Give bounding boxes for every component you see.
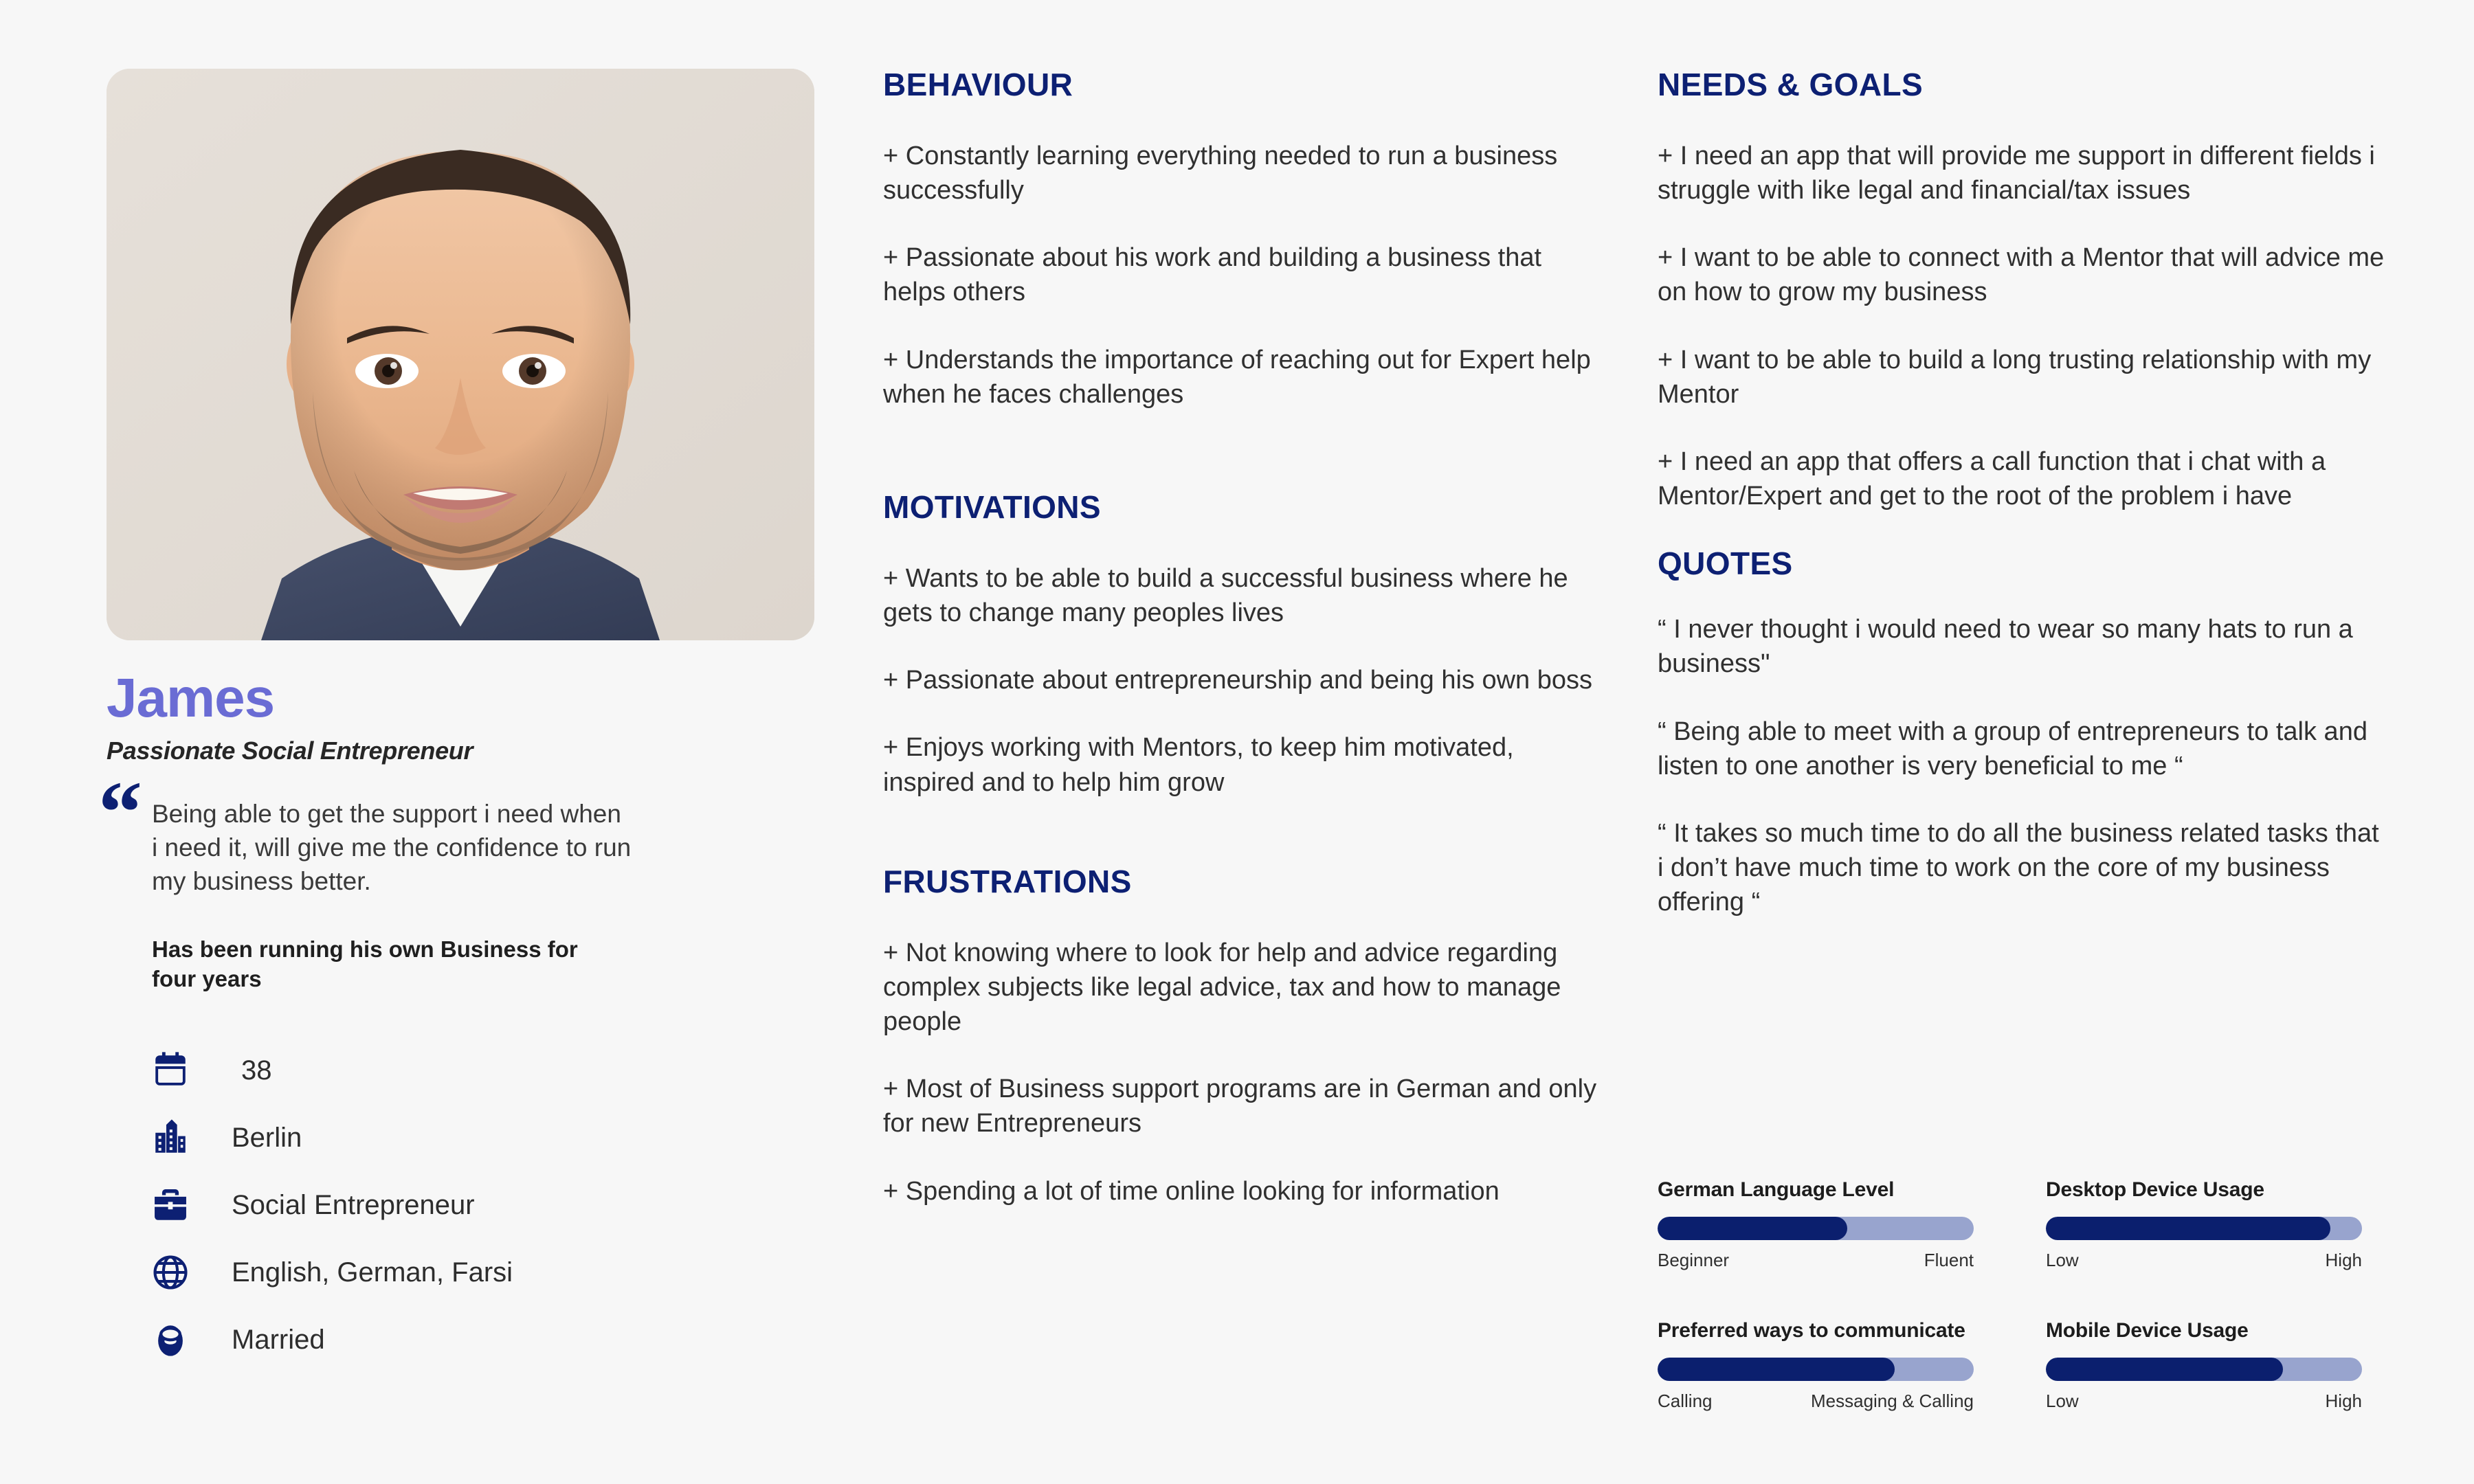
- middle-column: [883, 66, 1598, 1208]
- fact-value-occupation: Social Entrepreneur: [232, 1189, 475, 1220]
- fact-value-marital-status: Married: [232, 1324, 325, 1355]
- list-item: [149, 1171, 835, 1239]
- list-item: + Constantly learning everything needed to run a business successfully: [883, 142, 1558, 205]
- meter-fill: [1658, 1217, 1847, 1240]
- meter-label: Preferred ways to communicate: [1658, 1319, 1965, 1342]
- meter-min-label: Beginner: [1658, 1250, 1730, 1270]
- meter-german-language-level: [1658, 1178, 1974, 1271]
- portrait-photo-icon: [107, 69, 814, 640]
- meter-max-label: High: [2325, 1250, 2362, 1270]
- section-title-frustrations: FRUSTRATIONS: [883, 863, 1132, 899]
- meter-mobile-device-usage: [2046, 1319, 2362, 1412]
- list-item: + Passionate about entrepreneurship and being his own boss: [883, 666, 1592, 695]
- section-frustrations: [883, 863, 1598, 1208]
- list-item: [149, 1037, 835, 1104]
- meter-max-label: High: [2325, 1391, 2362, 1411]
- quote-mark-icon: “: [98, 763, 142, 861]
- list-item: + Most of Business support programs are in German and only for new Entrepreneurs: [883, 1075, 1597, 1138]
- meter-scale: [2046, 1250, 2362, 1271]
- page-title: James: [107, 667, 275, 728]
- section-needs-goals: [1658, 66, 2386, 513]
- meter-preferred-ways-to-communicate: [1658, 1319, 1974, 1412]
- section-title-needs-goals: NEEDS & GOALS: [1658, 67, 1924, 102]
- list-item: + Passionate about his work and building a business that helps others: [883, 243, 1542, 307]
- meter-track[interactable]: [2046, 1358, 2362, 1381]
- briefcase-icon: [149, 1184, 192, 1226]
- meter-min-label: Low: [2046, 1250, 2079, 1270]
- meter-label: Mobile Device Usage: [2046, 1319, 2249, 1342]
- behaviour-list: [883, 139, 1598, 412]
- meter-fill: [2046, 1358, 2283, 1381]
- persona-headline-quote: [98, 763, 835, 899]
- list-item: [149, 1239, 835, 1306]
- meter-scale: [1658, 1250, 1974, 1271]
- list-item: + I need an app that will provide me support in different fields i struggle with like legal and financial/tax issues: [1658, 142, 2375, 205]
- needs-goals-list: [1658, 139, 2386, 513]
- list-item: + I want to be able to build a long trusting relationship with my Mentor: [1658, 345, 2372, 409]
- meter-min-label: Calling: [1658, 1391, 1713, 1411]
- avatar: [107, 69, 814, 640]
- list-item: + Wants to be able to build a successful business where he gets to change many peoples lives: [883, 563, 1568, 628]
- spacer: [1658, 513, 2386, 545]
- section-title-behaviour: BEHAVIOUR: [883, 67, 1073, 102]
- meter-fill: [1658, 1358, 1895, 1381]
- list-item: + Understands the importance of reaching out for Expert help when he faces challenges: [883, 345, 1591, 409]
- profile-column: [98, 69, 835, 1373]
- list-item: “ It takes so much time to do all the business related tasks that i don’t have much time to work on the core of my business offering “: [1658, 818, 2379, 917]
- meter-track[interactable]: [1658, 1358, 1974, 1381]
- city-buildings-icon: [149, 1116, 192, 1159]
- section-behaviour: [883, 66, 1598, 412]
- right-column: [1658, 66, 2386, 919]
- persona-tenure: Has been running his own Business for four years: [152, 936, 578, 992]
- meter-track[interactable]: [2046, 1217, 2362, 1240]
- globe-icon: [149, 1251, 192, 1294]
- motivations-list: [883, 561, 1598, 800]
- list-item: “ Being able to meet with a group of entrepreneurs to talk and listen to one another is very beneficial to me “: [1658, 717, 2367, 780]
- meter-fill: [2046, 1217, 2330, 1240]
- frustrations-list: [883, 936, 1598, 1208]
- list-item: [149, 1306, 835, 1373]
- section-motivations: [883, 488, 1598, 800]
- fact-value-age: 38: [241, 1055, 272, 1086]
- spacer: [883, 412, 1598, 488]
- calendar-icon: [149, 1049, 192, 1092]
- spacer: [883, 800, 1598, 863]
- fact-value-languages: English, German, Farsi: [232, 1257, 513, 1288]
- list-item: + Spending a lot of time online looking for information: [883, 1176, 1500, 1206]
- list-item: “ I never thought i would need to wear so many hats to run a business": [1658, 615, 2353, 679]
- list-item: + I want to be able to connect with a Mentor that will advice me on how to grow my business: [1658, 243, 2385, 307]
- list-item: + I need an app that offers a call function that i chat with a Mentor/Expert and get to the root of the problem i have: [1658, 447, 2326, 511]
- meter-label: Desktop Device Usage: [2046, 1178, 2264, 1201]
- list-item: [149, 1104, 835, 1171]
- attribute-meters: [1658, 1178, 2396, 1412]
- meter-scale: [2046, 1391, 2362, 1412]
- wedding-ring-icon: [149, 1318, 192, 1361]
- meter-label: German Language Level: [1658, 1178, 1895, 1201]
- meter-scale: [1658, 1391, 1974, 1412]
- persona-quote-text: Being able to get the support i need when i need it, will give me the confidence to run my business better.: [152, 800, 632, 896]
- section-title-motivations: MOTIVATIONS: [883, 488, 1102, 525]
- meter-track[interactable]: [1658, 1217, 1974, 1240]
- fact-value-location: Berlin: [232, 1122, 302, 1153]
- meter-max-label: Fluent: [1924, 1250, 1974, 1270]
- meter-max-label: Messaging & Calling: [1810, 1391, 1974, 1411]
- meter-desktop-device-usage: [2046, 1178, 2362, 1271]
- section-quotes: [1658, 545, 2386, 919]
- persona-role: Passionate Social Entrepreneur: [107, 737, 473, 765]
- quotes-list: [1658, 612, 2386, 919]
- meter-min-label: Low: [2046, 1391, 2079, 1411]
- section-title-quotes: QUOTES: [1658, 546, 1793, 582]
- list-item: + Not knowing where to look for help and advice regarding complex subjects like legal advice, tax and how to manage people: [883, 938, 1561, 1037]
- list-item: + Enjoys working with Mentors, to keep him motivated, inspired and to help him grow: [883, 733, 1514, 797]
- persona-facts-list: [107, 1037, 835, 1373]
